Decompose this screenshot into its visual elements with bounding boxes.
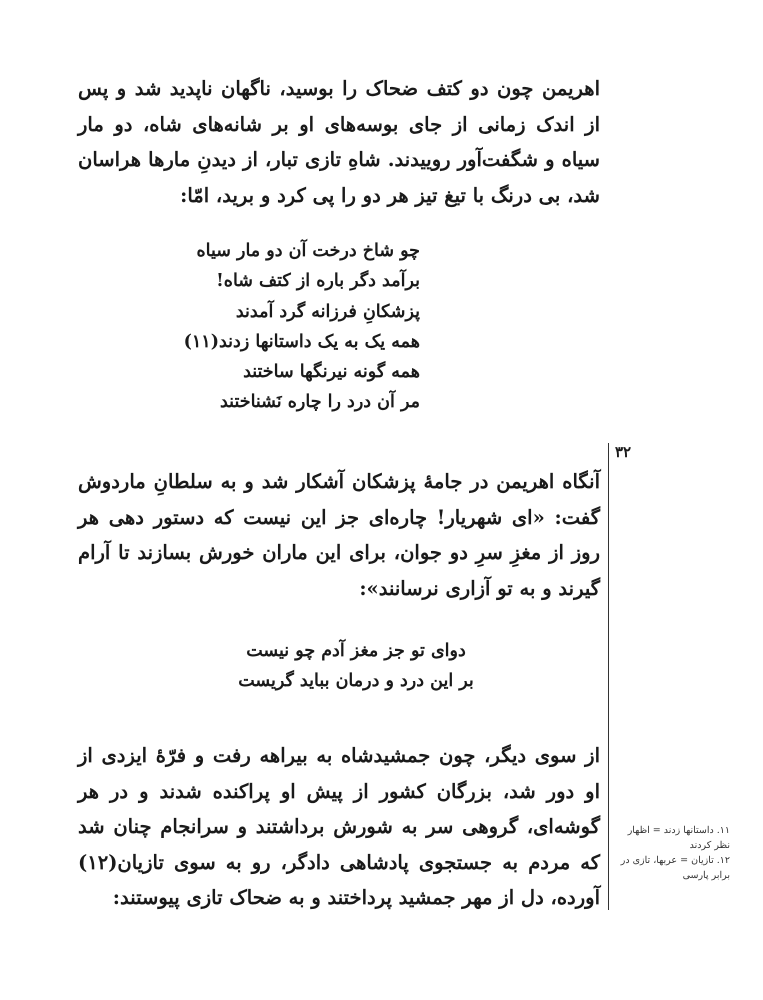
verse-line: مر آن درد را چاره نَشناختند <box>220 392 420 413</box>
verse-line: دوای تو جز مغز آدم چو نیست <box>246 641 466 661</box>
verse-block-2 <box>224 636 488 697</box>
paragraph-1: اهریمن چون دو کتف ضحاک را بوسید، ناگهان ناپدید شد و پس از اندک زمانی از جای بوسه‌های او بر شانه‌های شاه، دو مار سیاه و شگفت‌آور روییدند. شاهِ تازی تبار، از دیدنِ مارها هراسان شد، بی درنگ با تیغ تیز هر دو را پی کرد و برید، امّا: <box>78 77 600 207</box>
footnote-11: ۱۱. داستانها زدند = اظهار نظر کردند <box>627 825 730 851</box>
footnote-12: ۱۲. تازیان = عربها، تازی در برابر پارسی <box>620 855 730 881</box>
verse-line: برآمد دگر باره از کتف شاه! <box>216 271 420 292</box>
footnotes <box>612 823 730 883</box>
page-number: ۳۲ <box>615 443 632 461</box>
paragraph-2: آنگاه اهریمن در جامهٔ پزشکان آشکار شد و به سلطانِ ماردوش گفت: «ای شهریار! چاره‌ای جز این نیست که دستور دهی هر روز از مغزِ سرِ دو جوان، برای این ماران خورش بسازند تا آرام گیرند و به تو آزاری نرسانند»: <box>78 470 600 600</box>
verse-line: پزشکانِ فرزانه گرد آمدند <box>235 301 420 322</box>
paragraph-3: از سوی دیگر، چون جمشیدشاه به بیراهه رفت و فرّهٔ ایزدی از او دور شد، بزرگان کشور از پیش او پراکنده شدند و در هر گوشه‌ای، گروهی سر به شورش برداشتند و سرانجام چنان شد که مردم به جستجوی پادشاهی دادگر، رو به سوی تازیان(۱۲) آورده، دل از مهر جمشید پرداختند و به ضحاک تازی پیوستند: <box>78 744 600 909</box>
margin-rule <box>608 443 609 910</box>
verse-line: همه یک به یک داستانها زدند(۱۱) <box>183 331 420 352</box>
verse-line: همه گونه نیرنگها ساختند <box>243 362 420 383</box>
verse-block-1 <box>183 236 420 418</box>
verse-line: بر این درد و درمان بباید گریست <box>238 671 474 692</box>
verse-line: چو شاخ درخت آن دو مار سیاه <box>196 241 420 261</box>
